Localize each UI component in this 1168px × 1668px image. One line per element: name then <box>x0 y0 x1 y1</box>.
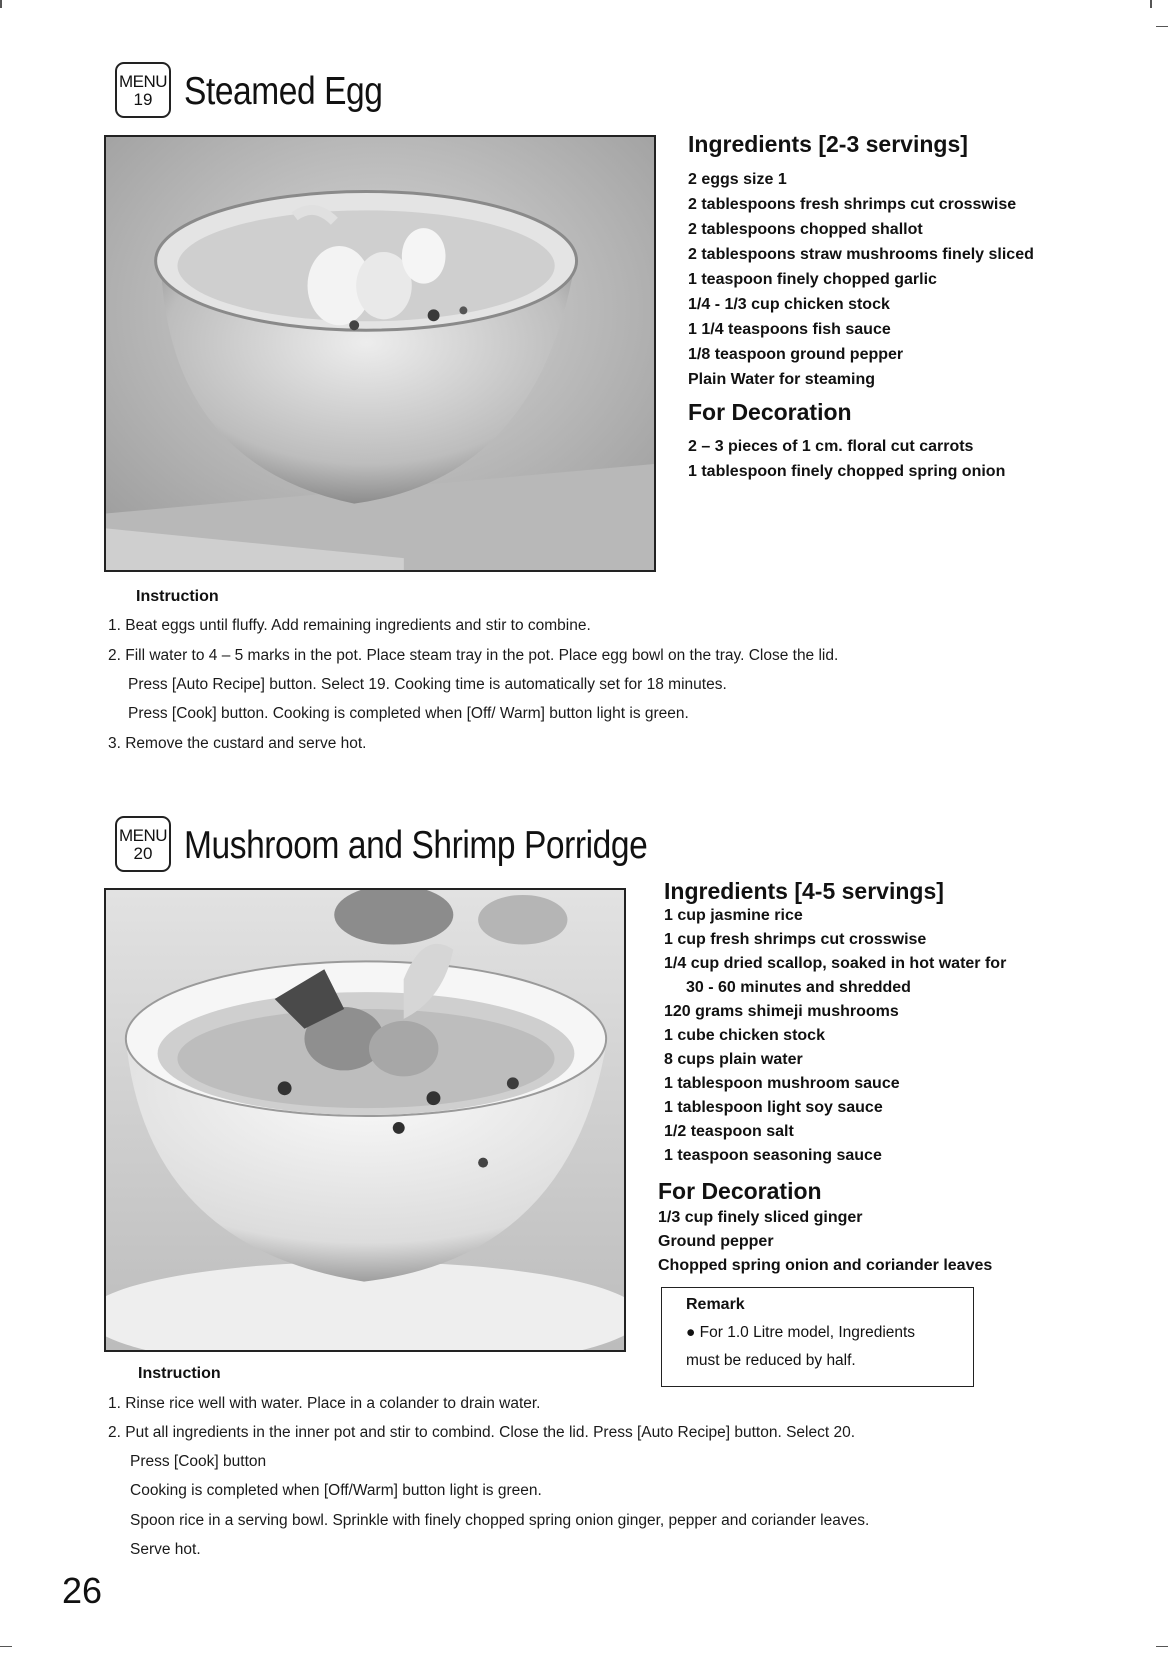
ingredient-item: 1 cup fresh shrimps cut crosswise <box>664 931 927 948</box>
menu-label: MENU <box>118 72 168 91</box>
ingredient-item: 2 eggs size 1 <box>688 171 787 188</box>
decoration-list <box>688 434 1005 484</box>
ingredient-item: 1 teaspoon seasoning sauce <box>664 1147 882 1164</box>
decoration-item: 2 – 3 pieces of 1 cm. floral cut carrots <box>688 438 974 455</box>
recipe-title: Mushroom and Shrimp Porridge <box>184 824 648 867</box>
ingredient-item: 2 tablespoons straw mushrooms finely sliced <box>688 246 1034 263</box>
menu-number: 20 <box>133 844 153 863</box>
decoration-item: Ground pepper <box>658 1233 774 1250</box>
instruction-step: 1. Beat eggs until fluffy. Add remaining ingredients and stir to combine. <box>108 617 591 634</box>
instruction-step: Press [Cook] button <box>130 1453 267 1470</box>
decoration-heading: For Decoration <box>658 1178 822 1204</box>
menu-number: 19 <box>133 90 153 109</box>
crop-mark-top-left <box>0 0 2 8</box>
ingredient-item: 1/2 teaspoon salt <box>664 1123 794 1140</box>
ingredients-heading: Ingredients [2-3 servings] <box>688 131 968 157</box>
ingredients-list <box>664 904 1006 1168</box>
menu-badge <box>115 62 171 118</box>
ingredient-item: 2 tablespoons fresh shrimps cut crosswise <box>688 196 1017 213</box>
ingredient-item: 1 teaspoon finely chopped garlic <box>688 271 937 288</box>
ingredient-item: 2 tablespoons chopped shallot <box>688 221 923 238</box>
instruction-step: Press [Auto Recipe] button. Select 19. Cooking time is automatically set for 18 minutes. <box>128 676 727 693</box>
recipe-title: Steamed Egg <box>184 70 383 113</box>
decoration-list <box>658 1206 992 1278</box>
instruction-step: 2. Fill water to 4 – 5 marks in the pot. Place steam tray in the pot. Place egg bowl on the tray. Close the lid. <box>108 647 839 664</box>
decoration-item: 1/3 cup finely sliced ginger <box>658 1209 863 1226</box>
decoration-item: 1 tablespoon finely chopped spring onion <box>688 463 1006 480</box>
ingredients-heading: Ingredients [4-5 servings] <box>664 878 944 904</box>
porridge-photo <box>104 888 626 1352</box>
ingredient-item: 1 1/4 teaspoons fish sauce <box>688 321 891 338</box>
instruction-step: 1. Rinse rice well with water. Place in a colander to drain water. <box>108 1395 541 1412</box>
ingredient-item: 8 cups plain water <box>664 1051 803 1068</box>
remark-box <box>661 1287 974 1387</box>
crop-mark-bottom-right <box>1156 1646 1168 1647</box>
ingredient-item: 1 tablespoon mushroom sauce <box>664 1075 900 1092</box>
remark-line: must be reduced by half. <box>686 1352 856 1369</box>
decoration-heading: For Decoration <box>688 399 852 425</box>
ingredient-item: 1/8 teaspoon ground pepper <box>688 346 904 363</box>
crop-mark-bottom-left <box>0 1646 12 1647</box>
page-number: 26 <box>62 1570 103 1611</box>
instruction-step: 2. Put all ingredients in the inner pot and stir to combind. Close the lid. Press [Auto Recipe] button. Select 20. <box>108 1424 856 1441</box>
instruction-heading: Instruction <box>138 1365 221 1382</box>
ingredient-item: 30 - 60 minutes and shredded <box>686 979 911 996</box>
instruction-step: Serve hot. <box>130 1541 201 1558</box>
crop-mark-top-right <box>1150 0 1152 8</box>
ingredient-item: 1 cube chicken stock <box>664 1027 825 1044</box>
menu-badge <box>115 816 171 872</box>
crop-mark-right <box>1156 26 1168 27</box>
ingredients-list <box>688 167 1034 392</box>
instruction-step: Cooking is completed when [Off/Warm] button light is green. <box>130 1482 542 1499</box>
instruction-step: Press [Cook] button. Cooking is completed when [Off/ Warm] button light is green. <box>128 705 689 722</box>
ingredient-item: Plain Water for steaming <box>688 371 875 388</box>
instruction-step: Spoon rice in a serving bowl. Sprinkle with finely chopped spring onion ginger, pepper and coriander leaves. <box>130 1512 870 1529</box>
instruction-heading: Instruction <box>136 588 219 605</box>
ingredient-item: 1 cup jasmine rice <box>664 907 803 924</box>
decoration-item: Chopped spring onion and coriander leaves <box>658 1257 993 1274</box>
ingredient-item: 120 grams shimeji mushrooms <box>664 1003 899 1020</box>
remark-line: ● For 1.0 Litre model, Ingredients <box>686 1324 916 1341</box>
menu-label: MENU <box>118 826 168 845</box>
remark-heading: Remark <box>686 1296 745 1313</box>
ingredient-item: 1 tablespoon light soy sauce <box>664 1099 883 1116</box>
steamed-egg-photo <box>104 135 656 572</box>
ingredient-item: 1/4 cup dried scallop, soaked in hot water for <box>664 955 1007 972</box>
instruction-step: 3. Remove the custard and serve hot. <box>108 735 367 752</box>
ingredient-item: 1/4 - 1/3 cup chicken stock <box>688 296 890 313</box>
